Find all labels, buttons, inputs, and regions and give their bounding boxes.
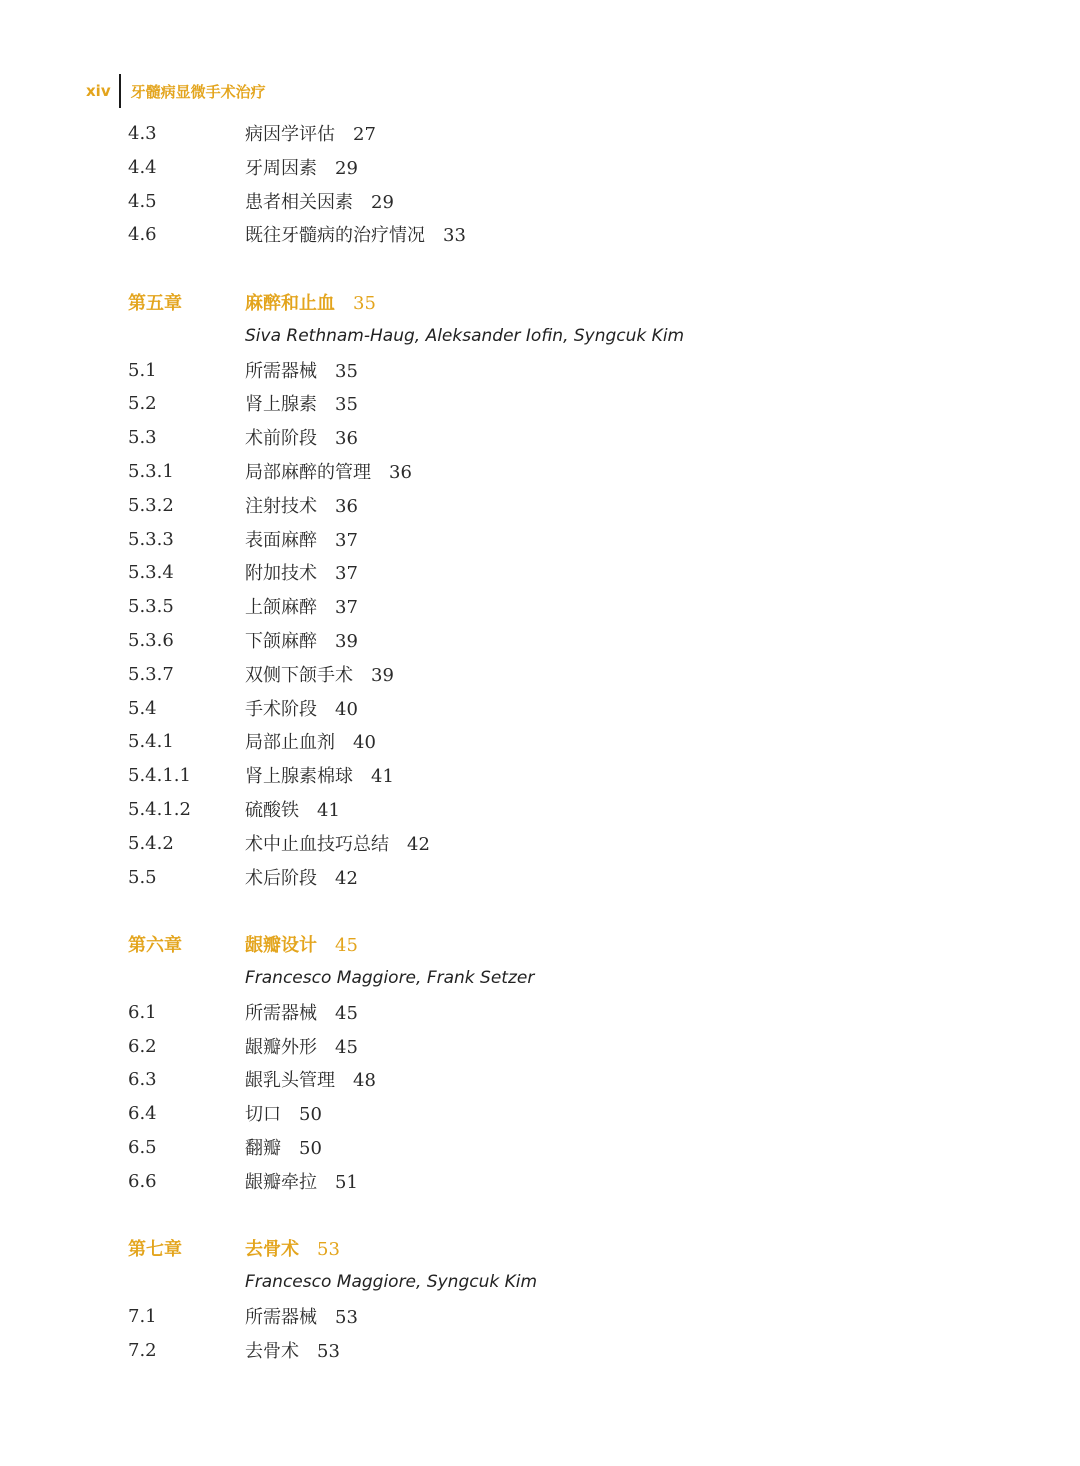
entry-title-group — [245, 221, 466, 247]
page-number: xiv — [86, 82, 111, 100]
chapter-authors — [0, 963, 1080, 993]
page-reference: 40 — [335, 699, 358, 720]
toc-entry — [0, 1132, 1080, 1162]
section-number: 6.5 — [128, 1136, 157, 1158]
chapter-title: 龈瓣设计 — [245, 935, 317, 956]
section-number: 5.4.1.2 — [128, 798, 191, 820]
section-number: 4.3 — [128, 122, 157, 144]
entry-title-group — [245, 526, 358, 552]
section-number: 5.3.1 — [128, 460, 174, 482]
toc-entry — [0, 1335, 1080, 1365]
toc-entry — [0, 862, 1080, 892]
page-reference: 50 — [299, 1104, 322, 1125]
chapter-number: 第六章 — [128, 935, 182, 956]
entry-title-group — [245, 390, 358, 416]
toc-entry — [0, 794, 1080, 824]
section-number: 5.5 — [128, 866, 157, 888]
page-reference: 53 — [317, 1239, 340, 1260]
entry-title-group — [245, 154, 358, 180]
section-title: 既往牙髓病的治疗情况 — [245, 225, 425, 246]
entry-title-group — [245, 762, 394, 788]
page-reference: 45 — [335, 935, 358, 956]
entry-title-group — [245, 1235, 340, 1261]
header-divider — [119, 74, 121, 108]
page-reference: 41 — [371, 766, 394, 787]
toc-entry — [0, 557, 1080, 587]
entry-title-group — [245, 864, 358, 890]
section-number: 4.4 — [128, 156, 157, 178]
page-header — [86, 74, 266, 108]
page-reference: 29 — [335, 158, 358, 179]
section-number: 7.2 — [128, 1339, 157, 1361]
section-number: 6.3 — [128, 1068, 157, 1090]
entry-title-group — [245, 1134, 322, 1160]
toc-entry — [0, 219, 1080, 249]
entry-title-group — [245, 458, 412, 484]
authors-text: Francesco Maggiore, Syngcuk Kim — [245, 1272, 538, 1292]
entry-title-group — [245, 931, 358, 957]
page-reference: 35 — [335, 361, 358, 382]
toc-entry — [0, 186, 1080, 216]
entry-title-group — [245, 593, 358, 619]
toc-entry — [0, 422, 1080, 452]
entry-title-group — [245, 999, 358, 1025]
page-reference: 40 — [353, 732, 376, 753]
page-reference: 27 — [353, 124, 376, 145]
section-title: 病因学评估 — [245, 124, 335, 145]
section-number: 7.1 — [128, 1305, 157, 1327]
section-number: 5.3.7 — [128, 663, 174, 685]
entry-title-group — [245, 661, 394, 687]
page-reference: 53 — [335, 1307, 358, 1328]
entry-title-group — [245, 559, 358, 585]
section-number: 4.6 — [128, 223, 157, 245]
entry-title-group — [245, 796, 340, 822]
page-reference: 37 — [335, 597, 358, 618]
entry-title-group — [245, 728, 376, 754]
section-title: 去骨术 — [245, 1341, 299, 1362]
entry-title-group — [245, 1066, 376, 1092]
section-title: 术中止血技巧总结 — [245, 834, 389, 855]
page-reference: 42 — [335, 868, 358, 889]
toc-entry — [0, 828, 1080, 858]
page-reference: 42 — [407, 834, 430, 855]
toc-entry — [0, 355, 1080, 385]
section-title: 患者相关因素 — [245, 192, 353, 213]
page-reference: 35 — [353, 293, 376, 314]
chapter-heading — [0, 929, 1080, 959]
section-title: 龈瓣牵拉 — [245, 1172, 317, 1193]
entry-title-group — [245, 1303, 358, 1329]
section-title: 局部麻醉的管理 — [245, 462, 371, 483]
section-number: 5.4.2 — [128, 832, 174, 854]
page-reference: 45 — [335, 1037, 358, 1058]
section-title: 所需器械 — [245, 361, 317, 382]
authors-text: Francesco Maggiore, Frank Setzer — [245, 968, 535, 988]
toc-entry — [0, 1064, 1080, 1094]
section-number: 6.1 — [128, 1001, 157, 1023]
section-number: 5.4 — [128, 697, 157, 719]
toc-entry — [0, 388, 1080, 418]
page-reference: 39 — [335, 631, 358, 652]
section-number: 5.1 — [128, 359, 157, 381]
entry-title-group — [245, 830, 430, 856]
section-title: 术后阶段 — [245, 868, 317, 889]
section-title: 所需器械 — [245, 1003, 317, 1024]
chapter-title: 去骨术 — [245, 1239, 299, 1260]
section-title: 双侧下颌手术 — [245, 665, 353, 686]
section-number: 5.3.3 — [128, 528, 174, 550]
entry-title-group — [245, 1100, 322, 1126]
section-number: 5.3.5 — [128, 595, 174, 617]
chapter-authors — [0, 1267, 1080, 1297]
entry-title-group — [245, 188, 394, 214]
section-title: 下颌麻醉 — [245, 631, 317, 652]
section-title: 手术阶段 — [245, 699, 317, 720]
section-number: 5.3.6 — [128, 629, 174, 651]
toc-entry — [0, 152, 1080, 182]
section-number: 5.3 — [128, 426, 157, 448]
entry-title-group — [245, 492, 358, 518]
chapter-heading — [0, 287, 1080, 317]
entry-title-group — [245, 424, 358, 450]
section-number: 6.4 — [128, 1102, 157, 1124]
section-title: 翻瓣 — [245, 1138, 281, 1159]
section-number: 5.3.2 — [128, 494, 174, 516]
page-reference: 48 — [353, 1070, 376, 1091]
toc-entry — [0, 118, 1080, 148]
section-title: 上颌麻醉 — [245, 597, 317, 618]
book-title: 牙髓病显微手术治疗 — [130, 82, 266, 101]
chapter-number: 第五章 — [128, 293, 182, 314]
page-reference: 29 — [371, 192, 394, 213]
page-reference: 45 — [335, 1003, 358, 1024]
toc-entry — [0, 997, 1080, 1027]
page-reference: 37 — [335, 563, 358, 584]
section-title: 附加技术 — [245, 563, 317, 584]
section-number: 6.2 — [128, 1035, 157, 1057]
entry-title-group — [245, 1168, 358, 1194]
toc-entry — [0, 760, 1080, 790]
toc-entry — [0, 1166, 1080, 1196]
section-title: 硫酸铁 — [245, 800, 299, 821]
page-reference: 53 — [317, 1341, 340, 1362]
entry-title-group — [245, 357, 358, 383]
page-reference: 37 — [335, 530, 358, 551]
section-title: 术前阶段 — [245, 428, 317, 449]
entry-title-group — [245, 627, 358, 653]
section-title: 龈乳头管理 — [245, 1070, 335, 1091]
entry-title-group — [245, 1337, 340, 1363]
section-title: 所需器械 — [245, 1307, 317, 1328]
page-reference: 51 — [335, 1172, 358, 1193]
toc-entry — [0, 490, 1080, 520]
section-title: 龈瓣外形 — [245, 1037, 317, 1058]
toc-entry — [0, 625, 1080, 655]
page-reference: 36 — [389, 462, 412, 483]
section-number: 4.5 — [128, 190, 157, 212]
chapter-title: 麻醉和止血 — [245, 293, 335, 314]
section-number: 6.6 — [128, 1170, 157, 1192]
toc-entry — [0, 1301, 1080, 1331]
entry-title-group — [245, 1033, 358, 1059]
chapter-heading — [0, 1233, 1080, 1263]
section-title: 肾上腺素 — [245, 394, 317, 415]
section-title: 注射技术 — [245, 496, 317, 517]
page-reference: 33 — [443, 225, 466, 246]
toc-entry — [0, 1098, 1080, 1128]
page-reference: 39 — [371, 665, 394, 686]
toc-entry — [0, 693, 1080, 723]
entry-title-group — [245, 695, 358, 721]
chapter-authors — [0, 321, 1080, 351]
page-reference: 35 — [335, 394, 358, 415]
chapter-number: 第七章 — [128, 1239, 182, 1260]
page-reference: 36 — [335, 428, 358, 449]
section-title: 肾上腺素棉球 — [245, 766, 353, 787]
toc-entry — [0, 524, 1080, 554]
authors-text: Siva Rethnam-Haug, Aleksander Iofin, Syngcuk Kim — [245, 326, 685, 346]
page-reference: 36 — [335, 496, 358, 517]
toc-entry — [0, 726, 1080, 756]
page-reference: 41 — [317, 800, 340, 821]
toc-entry — [0, 1031, 1080, 1061]
toc-entry — [0, 456, 1080, 486]
section-title: 表面麻醉 — [245, 530, 317, 551]
section-title: 局部止血剂 — [245, 732, 335, 753]
toc-entry — [0, 591, 1080, 621]
entry-title-group — [245, 120, 376, 146]
section-number: 5.4.1.1 — [128, 764, 191, 786]
section-title: 切口 — [245, 1104, 281, 1125]
page-reference: 50 — [299, 1138, 322, 1159]
section-title: 牙周因素 — [245, 158, 317, 179]
toc-entry — [0, 659, 1080, 689]
section-number: 5.3.4 — [128, 561, 174, 583]
section-number: 5.4.1 — [128, 730, 174, 752]
section-number: 5.2 — [128, 392, 157, 414]
entry-title-group — [245, 289, 376, 315]
